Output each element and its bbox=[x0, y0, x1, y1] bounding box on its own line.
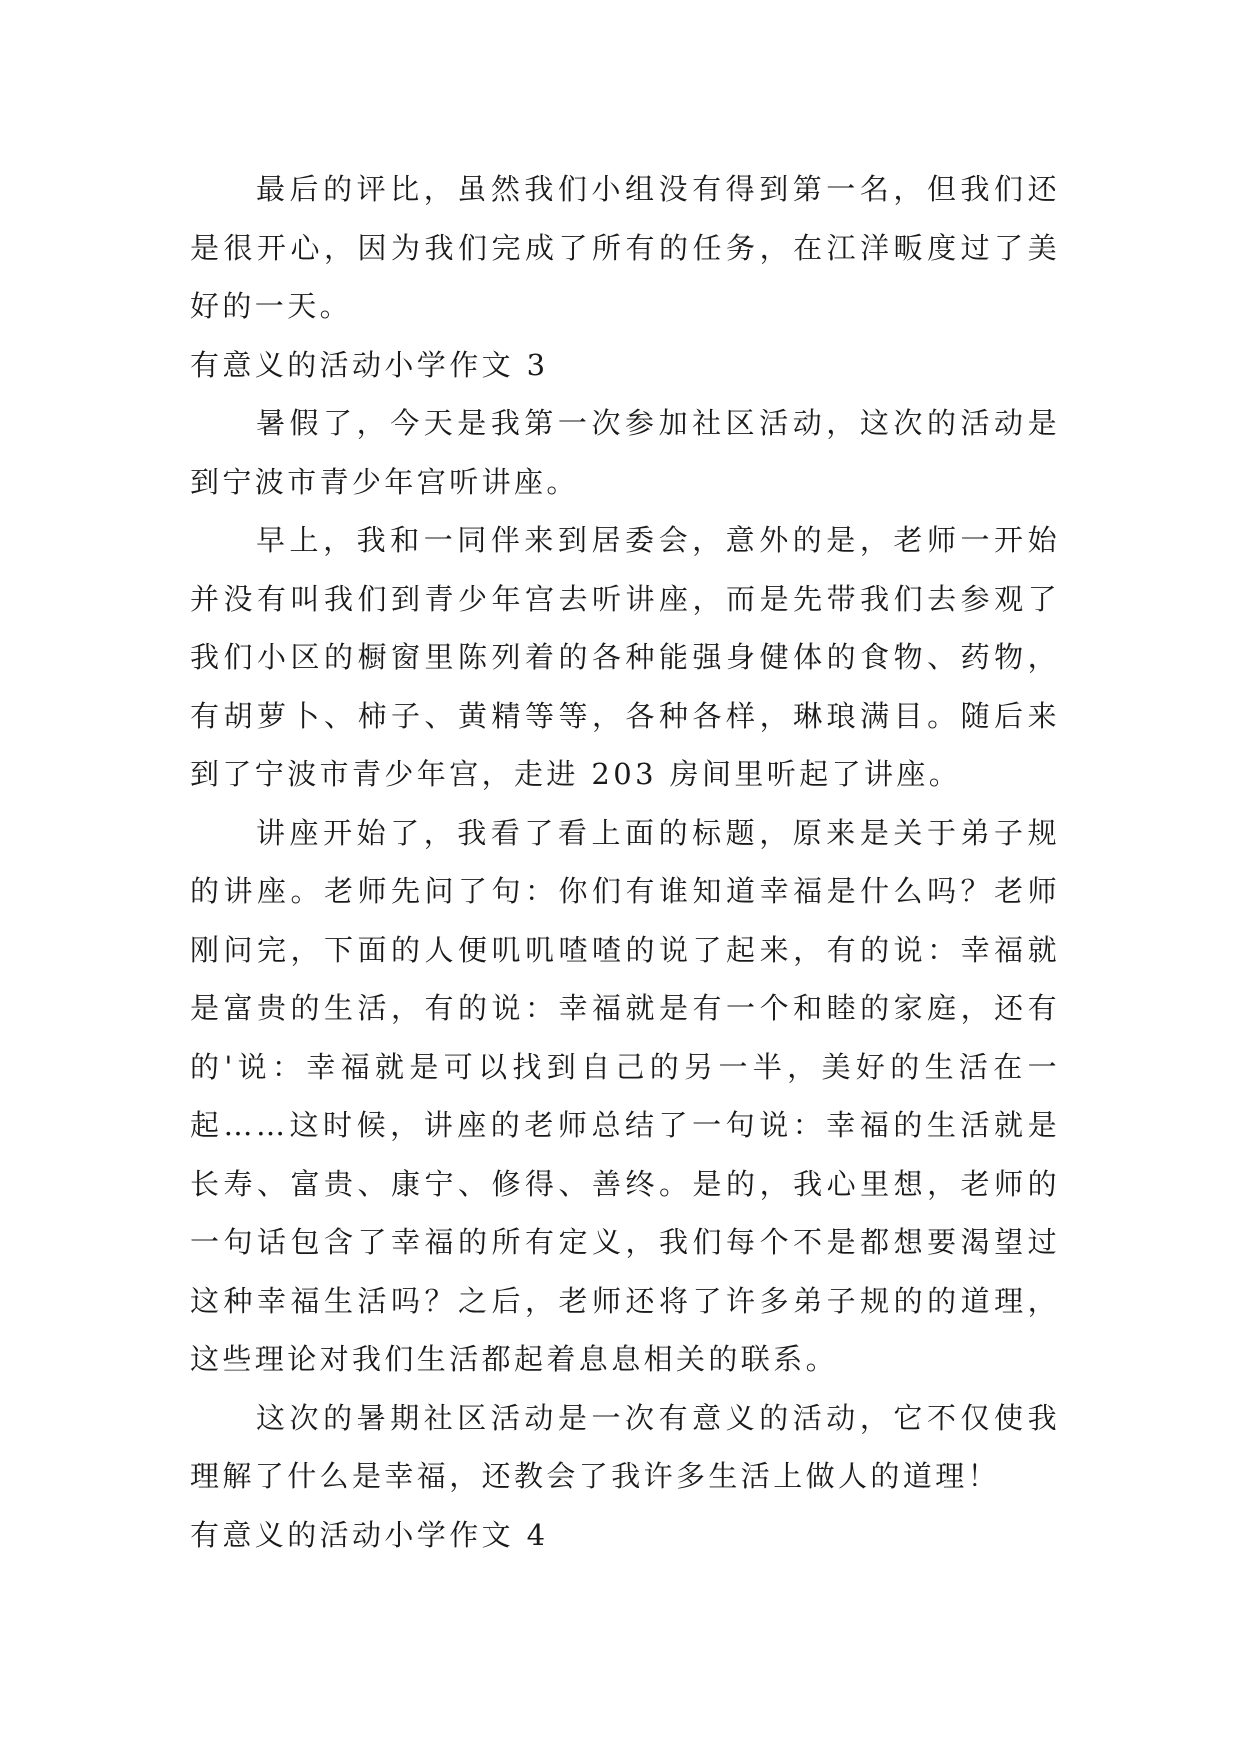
paragraph-3: 早上，我和一同伴来到居委会，意外的是，老师一开始并没有叫我们到青少年宫去听讲座，而是先带我们去参观了我们小区的橱窗里陈列着的各种能强身健体的食物、药物，有胡萝卜、柿子、黄精等等，各种各样，琳琅满目。随后来到了宁波市青少年宫，走进 203 房间里听起了讲座。 bbox=[190, 523, 1060, 791]
paragraph-2: 暑假了，今天是我第一次参加社区活动，这次的活动是到宁波市青少年宫听讲座。 bbox=[190, 406, 1060, 499]
document-body bbox=[190, 160, 1060, 1564]
section-heading-4: 有意义的活动小学作文 4 bbox=[190, 1517, 549, 1552]
paragraph-5: 这次的暑期社区活动是一次有意义的活动，它不仅使我理解了什么是幸福，还教会了我许多生活上做人的道理！ bbox=[190, 1400, 1060, 1493]
paragraph-1: 最后的评比，虽然我们小组没有得到第一名，但我们还是很开心，因为我们完成了所有的任务，在江洋畈度过了美好的一天。 bbox=[190, 172, 1060, 323]
section-heading-3: 有意义的活动小学作文 3 bbox=[190, 347, 549, 382]
paragraph-4: 讲座开始了，我看了看上面的标题，原来是关于弟子规的讲座。老师先问了句：你们有谁知道幸福是什么吗？老师刚问完，下面的人便叽叽喳喳的说了起来，有的说：幸福就是富贵的生活，有的说：幸福就是有一个和睦的家庭，还有的'说：幸福就是可以找到自己的另一半，美好的生活在一起……这时候，讲座的老师总结了一句说：幸福的生活就是长寿、富贵、康宁、修得、善终。是的，我心里想，老师的一句话包含了幸福的所有定义，我们每个不是都想要渴望过这种幸福生活吗？之后，老师还将了许多弟子规的的道理，这些理论对我们生活都起着息息相关的联系。 bbox=[190, 815, 1060, 1376]
